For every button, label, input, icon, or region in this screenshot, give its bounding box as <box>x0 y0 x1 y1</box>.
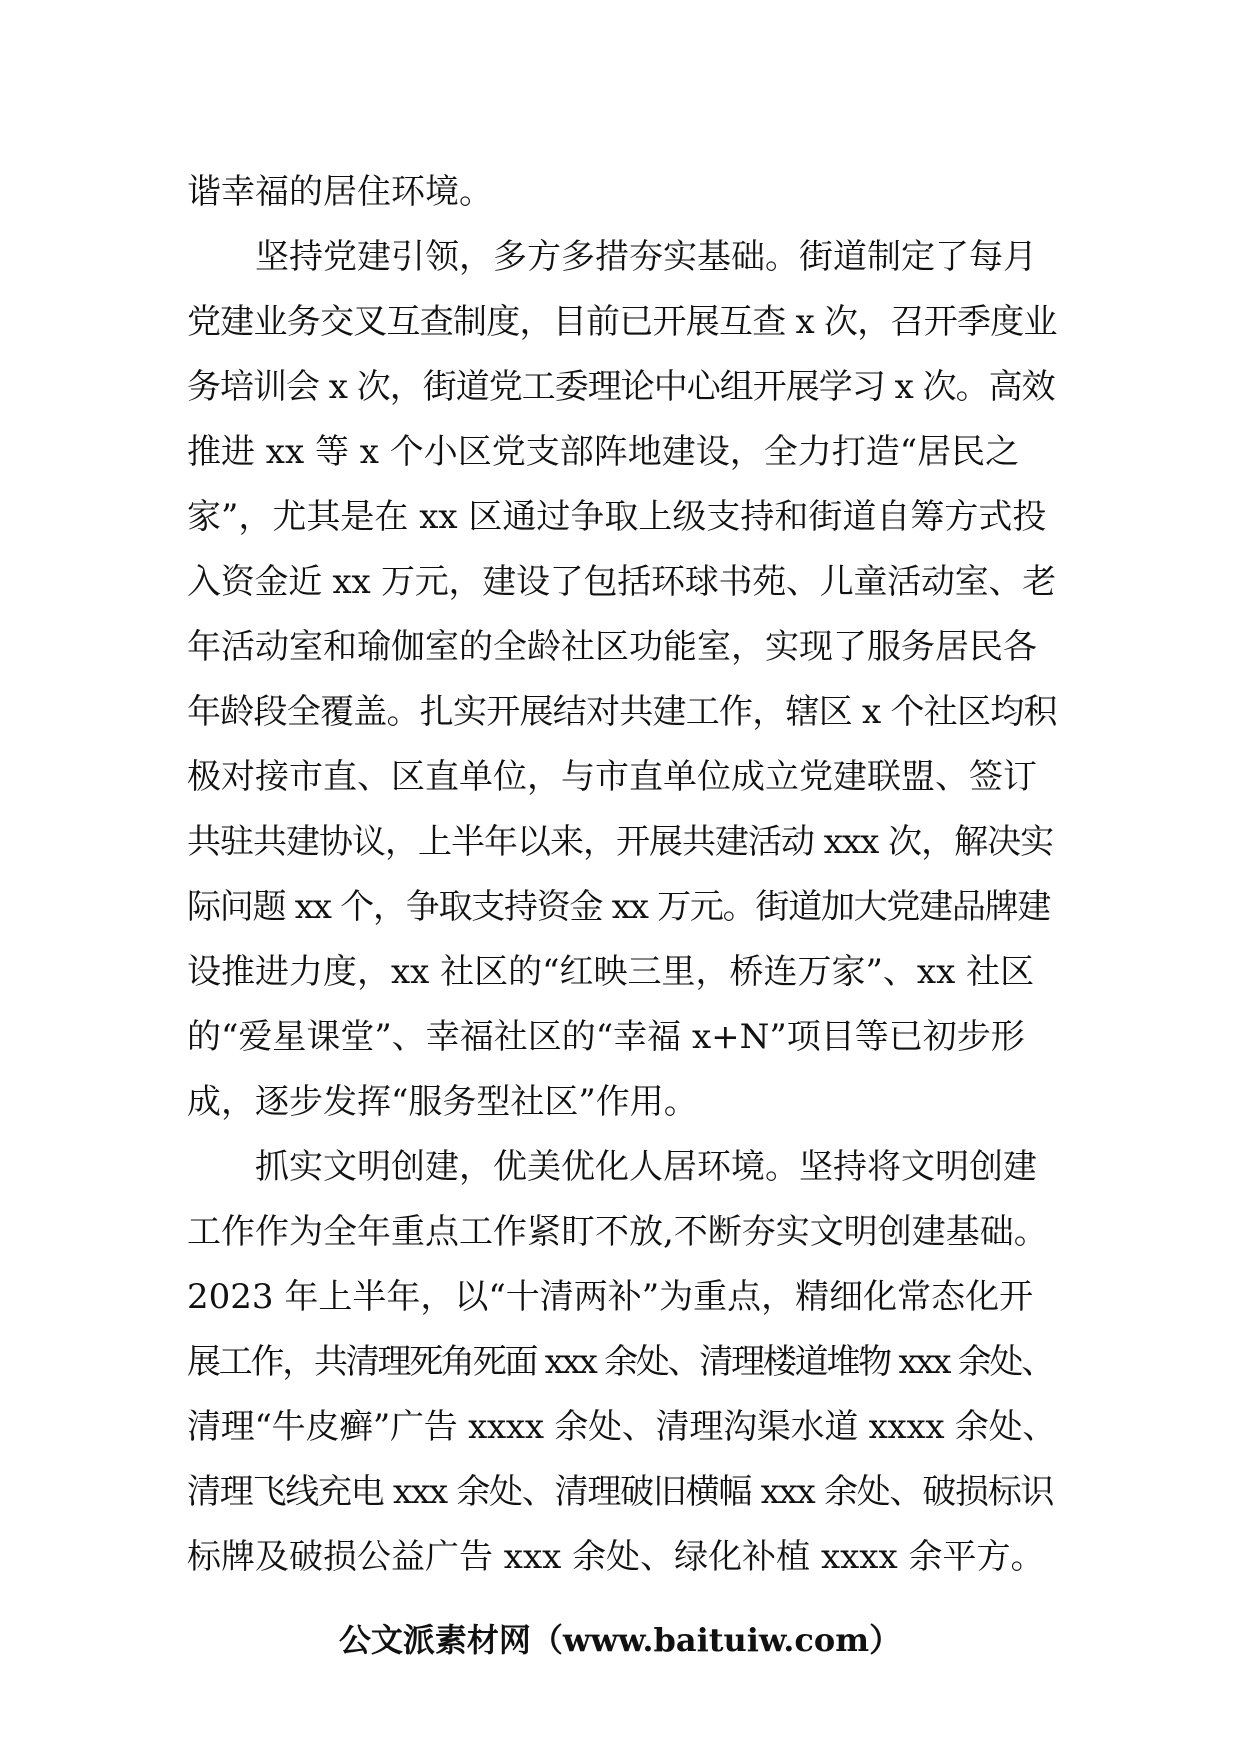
text-line: 极对接市直、区直单位，与市直单位成立党建联盟、签订 <box>187 757 1037 797</box>
text-line: 标牌及破损公益广告 xxx 余处、绿化补植 xxxx 余平方。 <box>187 1537 1045 1577</box>
text-line: 展工作，共清理死角死面 xxx 余处、清理楼道堆物 xxx 余处、 <box>187 1342 1054 1382</box>
paragraph-first-line: 抓实文明创建，优美优化人居环境。坚持将文明创建 <box>187 1147 1037 1187</box>
text-line: 共驻共建协议，上半年以来，开展共建活动 xxx 次，解决实 <box>187 822 1054 862</box>
document-body <box>187 160 1057 1590</box>
text-line: 设推进力度，xx 社区的“红映三里，桥连万家”、xx 社区 <box>187 952 1035 992</box>
text-line: 务培训会 x 次，街道党工委理论中心组开展学习 x 次。高效 <box>187 367 1055 407</box>
page-footer: 公文派素材网（www.baituiw.com） <box>338 1621 902 1659</box>
text-line: 谐幸福的居住环境。 <box>187 172 493 212</box>
text-line: 的“爱星课堂”、幸福社区的“幸福 x+N”项目等已初步形 <box>187 1017 1025 1057</box>
text-line: 推进 xx 等 x 个小区党支部阵地建设，全力打造“居民之 <box>187 432 1020 472</box>
text-line: 际问题 xx 个，争取支持资金 xx 万元。街道加大党建品牌建 <box>187 887 1051 927</box>
text-line: 清理“牛皮癣”广告 xxxx 余处、清理沟渠水道 xxxx 余处、 <box>187 1407 1057 1447</box>
text-line: 党建业务交叉互查制度，目前已开展互查 x 次，召开季度业 <box>187 302 1057 342</box>
text-line: 2023 年上半年，以“十清两补”为重点，精细化常态化开 <box>187 1277 1034 1317</box>
paragraph-first-line: 坚持党建引领，多方多措夯实基础。街道制定了每月 <box>187 237 1037 277</box>
text-line: 工作作为全年重点工作紧盯不放,不断夯实文明创建基础。 <box>187 1212 1048 1252</box>
text-line: 入资金近 xx 万元，建设了包括环球书苑、儿童活动室、老 <box>187 562 1056 602</box>
text-line: 清理飞线充电 xxx 余处、清理破旧横幅 xxx 余处、破损标识 <box>187 1472 1054 1512</box>
text-line: 家”，尤其是在 xx 区通过争取上级支持和街道自筹方式投 <box>187 497 1047 537</box>
text-line: 年龄段全覆盖。扎实开展结对共建工作，辖区 x 个社区均积 <box>187 692 1057 732</box>
text-line: 年活动室和瑜伽室的全龄社区功能室，实现了服务居民各 <box>187 627 1037 667</box>
text-line: 成，逐步发挥“服务型社区”作用。 <box>187 1082 698 1122</box>
